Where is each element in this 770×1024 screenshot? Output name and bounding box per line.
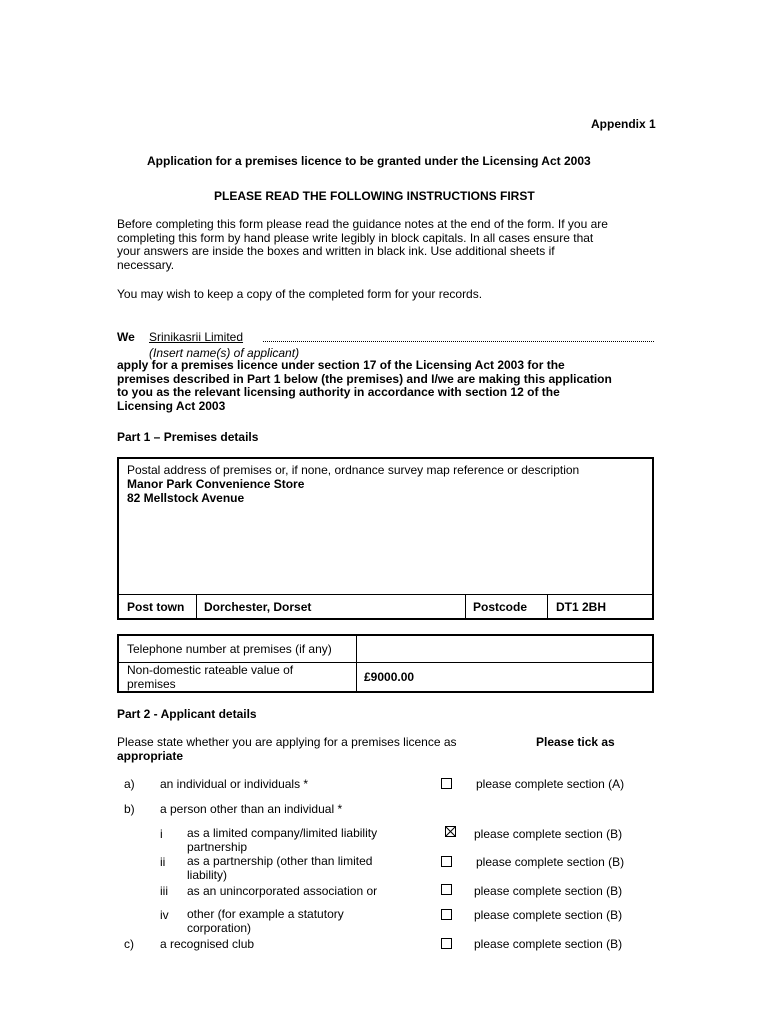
col-divider — [465, 594, 466, 618]
option-b-sub-note: please complete section (B) — [476, 855, 625, 869]
rateable-label — [127, 664, 293, 691]
option-c-letter: c) — [124, 937, 134, 951]
cross-check-icon — [446, 827, 455, 836]
instructions-line: your answers are inside the boxes and written in black ink. Use additional sheets if — [117, 244, 555, 258]
post-town-label: Post town — [127, 600, 185, 614]
option-a-note: please complete section (A) — [476, 777, 625, 791]
instructions-line: necessary. — [117, 257, 175, 272]
appendix-label: Appendix 1 — [591, 117, 656, 131]
tick-label-2: appropriate — [117, 749, 184, 763]
premises-address-box — [117, 457, 654, 620]
instructions-line: Before completing this form please read the guidance notes at the end of the form. If you are — [117, 217, 608, 231]
option-c-note: please complete section (B) — [474, 937, 623, 951]
option-b-sub-line: as a partnership (other than limited — [187, 854, 373, 868]
address-line-1[interactable]: Manor Park Convenience Store — [127, 477, 305, 491]
copy-note: You may wish to keep a copy of the completed form for your records. — [117, 287, 483, 301]
option-b-sub-text — [187, 908, 344, 935]
option-b-sub-note: please complete section (B) — [474, 908, 623, 922]
form-title: Application for a premises licence to be granted under the Licensing Act 2003 — [147, 154, 591, 168]
address-label: Postal address of premises or, if none, ordnance survey map reference or description — [127, 463, 580, 477]
rateable-value-field[interactable]: £9000.00 — [364, 670, 415, 684]
option-b-text: a person other than an individual * — [160, 802, 343, 816]
option-b-ii-checkbox[interactable] — [441, 856, 452, 867]
instructions-line: completing this form by hand please write legibly in block capitals. In all cases ensure that — [117, 230, 594, 245]
rateable-label-line: Non-domestic rateable value of — [127, 663, 294, 677]
option-b-sub-note: please complete section (B) — [474, 827, 623, 841]
option-a-text: an individual or individuals * — [160, 777, 309, 791]
option-b-sub-line: corporation) — [187, 920, 252, 935]
postcode-field[interactable]: DT1 2BH — [556, 600, 607, 614]
applicant-name-field[interactable]: Srinikasrii Limited — [149, 330, 244, 344]
apply-line: to you as the relevant licensing authority in accordance with section 12 of the — [117, 385, 560, 399]
apply-line: Licensing Act 2003 — [117, 398, 226, 413]
option-b-i-checkbox-checked[interactable] — [445, 826, 456, 837]
insert-name-hint: (Insert name(s) of applicant) — [149, 346, 300, 360]
tick-label: Please tick as — [536, 735, 615, 749]
part2-intro: Please state whether you are applying for a premises licence as — [117, 735, 457, 749]
option-b-iv-checkbox[interactable] — [441, 909, 452, 920]
address-line-2[interactable]: 82 Mellstock Avenue — [127, 491, 245, 505]
telephone-label: Telephone number at premises (if any) — [127, 642, 332, 656]
option-b-iii-checkbox[interactable] — [441, 884, 452, 895]
col-divider — [196, 594, 197, 618]
option-b-sub-num: iii — [160, 884, 168, 898]
row-divider — [119, 594, 652, 595]
option-b-sub-note: please complete section (B) — [474, 884, 623, 898]
option-b-sub-text — [187, 855, 372, 882]
option-b-sub-num: i — [160, 827, 163, 841]
instructions-heading: PLEASE READ THE FOLLOWING INSTRUCTIONS FIRST — [214, 189, 535, 203]
option-c-checkbox[interactable] — [441, 938, 452, 949]
option-b-sub-line: as a limited company/limited liability — [187, 826, 378, 840]
dotted-underline — [263, 341, 654, 342]
post-town-field[interactable]: Dorchester, Dorset — [204, 600, 312, 614]
part2-heading: Part 2 - Applicant details — [117, 707, 257, 721]
option-b-sub-line: liability) — [187, 867, 228, 882]
instructions-paragraph — [117, 218, 657, 272]
option-a-checkbox[interactable] — [441, 778, 452, 789]
option-b-letter: b) — [124, 802, 135, 816]
option-b-sub-line: other (for example a statutory — [187, 907, 344, 921]
apply-line: apply for a premises licence under section 17 of the Licensing Act 2003 for the — [117, 358, 565, 372]
telephone-rateable-box — [117, 634, 654, 693]
apply-line: premises described in Part 1 below (the premises) and I/we are making this application — [117, 371, 612, 386]
option-b-sub-num: ii — [160, 855, 166, 869]
apply-paragraph — [117, 359, 657, 413]
col-divider — [547, 594, 548, 618]
option-b-sub-line: partnership — [187, 839, 248, 854]
we-label: We — [117, 330, 135, 344]
telephone-field[interactable] — [364, 643, 644, 657]
col-divider — [356, 636, 357, 691]
rateable-label-line: premises — [127, 676, 176, 691]
option-b-sub-num: iv — [160, 908, 169, 922]
option-b-sub-text — [187, 827, 377, 854]
option-a-letter: a) — [124, 777, 135, 791]
option-c-text: a recognised club — [160, 937, 255, 951]
option-b-sub-text: as an unincorporated association or — [187, 884, 378, 898]
postcode-label: Postcode — [473, 600, 528, 614]
part1-heading: Part 1 – Premises details — [117, 430, 259, 444]
